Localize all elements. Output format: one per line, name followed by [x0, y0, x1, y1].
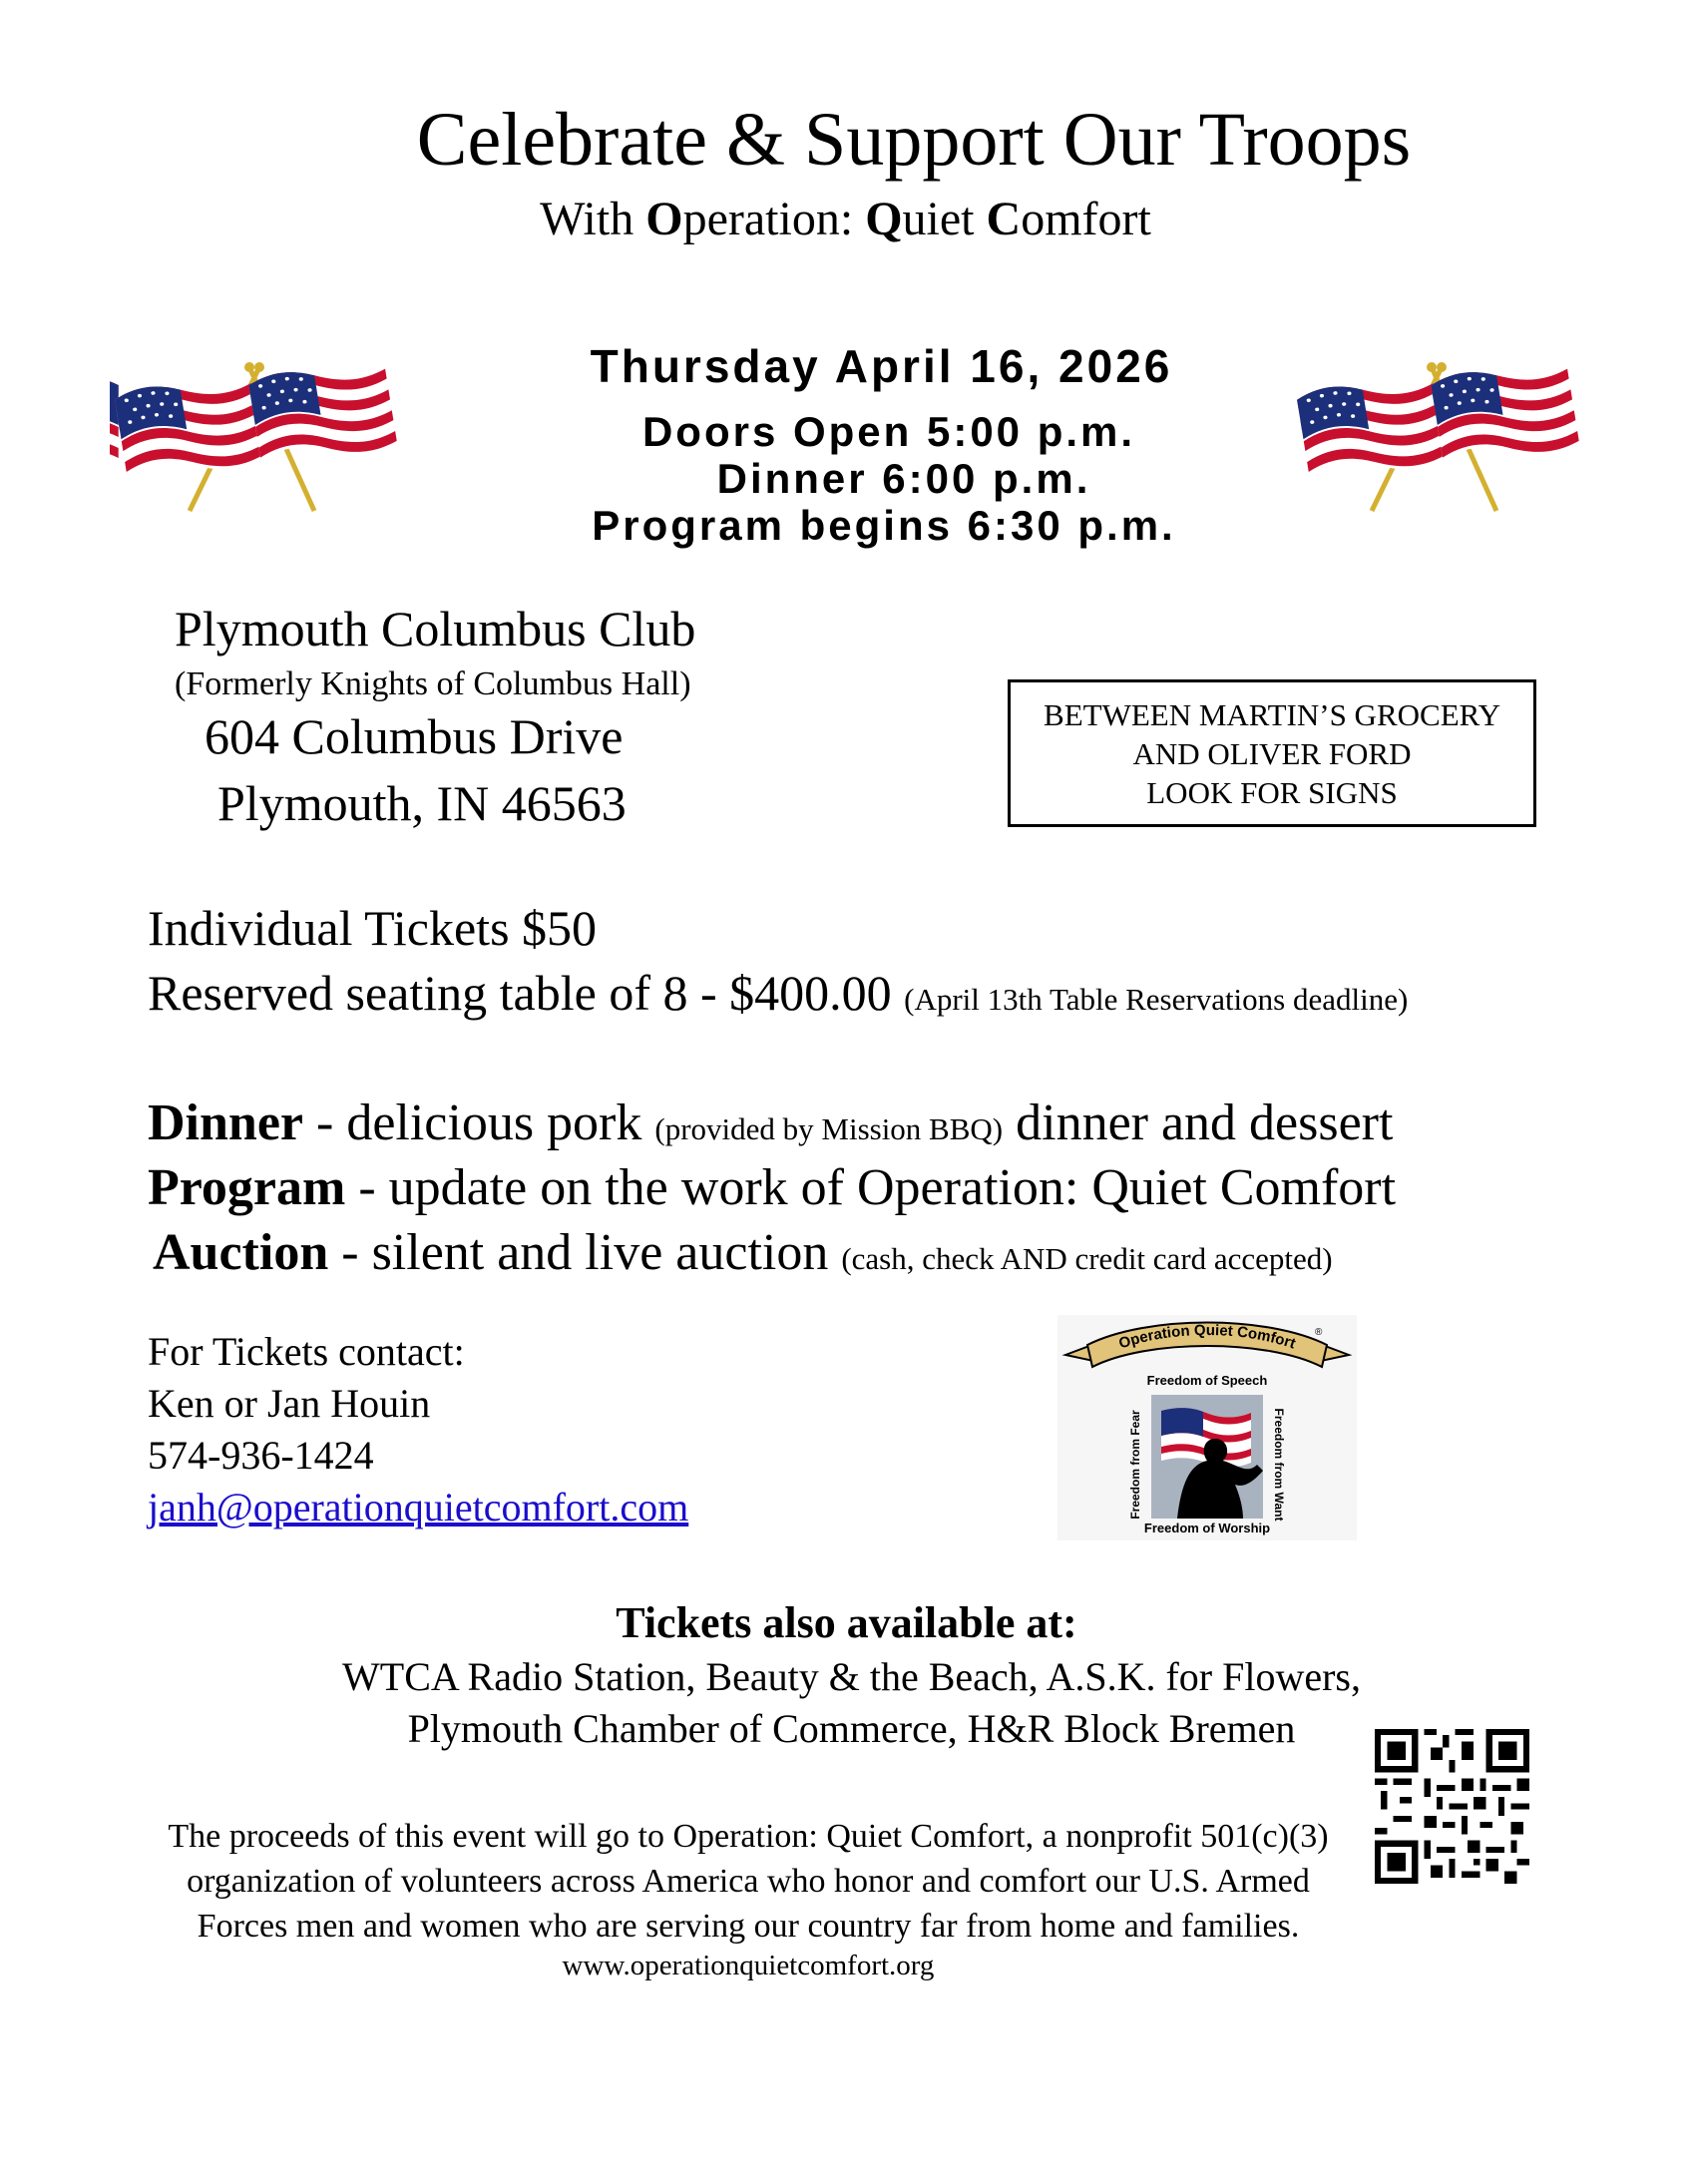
dinner-time: Dinner 6:00 p.m.: [716, 455, 1091, 502]
doors-open-time: Doors Open 5:00 p.m.: [641, 408, 1136, 455]
feature-auction: Auction - silent and live auction (cash, check AND credit card accepted): [153, 1224, 1333, 1281]
program-time: Program begins 6:30 p.m.: [592, 502, 1176, 549]
proceeds-line: Forces men and women who are serving our country far from home and families.: [197, 1908, 1300, 1945]
directions-box: [1008, 679, 1536, 827]
contact-heading: For Tickets contact:: [148, 1329, 465, 1374]
venue-former-name: (Formerly Knights of Columbus Hall): [175, 665, 691, 702]
individual-ticket-price: Individual Tickets $50: [148, 900, 598, 956]
outlets-line: WTCA Radio Station, Beauty & the Beach, A.S.K. for Flowers,: [342, 1654, 1361, 1699]
logo-bottom-text: Freedom of Worship: [1143, 1521, 1271, 1535]
venue-street: 604 Columbus Drive: [205, 708, 624, 764]
proceeds-line: organization of volunteers across America who honor and comfort our U.S. Armed: [187, 1863, 1310, 1900]
logo-top-text: Freedom of Speech: [1146, 1373, 1268, 1388]
operation-quiet-comfort-logo: [1057, 1315, 1357, 1540]
flyer-subtitle: With Operation: Quiet Comfort: [540, 193, 1151, 245]
directions-line: LOOK FOR SIGNS: [1146, 774, 1398, 810]
table-ticket-text: Reserved seating table of 8 - $400.00: [148, 965, 892, 1021]
table-ticket-price: [148, 963, 1408, 1030]
flyer-title: Celebrate & Support Our Troops: [416, 98, 1412, 182]
proceeds-line: The proceeds of this event will go to Operation: Quiet Comfort, a nonprofit 501(c)(3): [168, 1818, 1329, 1855]
qr-code-icon[interactable]: [1375, 1729, 1529, 1884]
venue-name: Plymouth Columbus Club: [175, 601, 696, 656]
contact-name: Ken or Jan Houin: [148, 1381, 431, 1426]
event-date: Thursday April 16, 2026: [590, 340, 1173, 392]
contact-phone: 574-936-1424: [148, 1433, 374, 1478]
venue-city: Plymouth, IN 46563: [217, 775, 627, 831]
logo-left-text: Freedom from Fear: [1128, 1410, 1142, 1520]
website-url[interactable]: www.operationquietcomfort.org: [562, 1950, 935, 1981]
logo-banner-text: Operation Quiet Comfort: [1116, 1321, 1298, 1353]
feature-program: Program - update on the work of Operation: Quiet Comfort: [148, 1159, 1397, 1216]
directions-line: BETWEEN MARTIN’S GROCERY: [1044, 696, 1500, 732]
contact-email-link[interactable]: janh@operationquietcomfort.com: [148, 1485, 689, 1529]
directions-line: AND OLIVER FORD: [1132, 735, 1412, 771]
feature-dinner: Dinner - delicious pork (provided by Mission BBQ) dinner and dessert: [148, 1094, 1394, 1151]
outlets-line: Plymouth Chamber of Commerce, H&R Block Bremen: [407, 1706, 1296, 1751]
proceeds-statement: [120, 1814, 1377, 1949]
outlets-heading: Tickets also available at:: [616, 1598, 1077, 1647]
logo-registered-mark: ®: [1315, 1327, 1323, 1338]
table-deadline-note: (April 13th Table Reservations deadline): [904, 982, 1409, 1017]
logo-right-text: Freedom from Want: [1272, 1408, 1286, 1522]
